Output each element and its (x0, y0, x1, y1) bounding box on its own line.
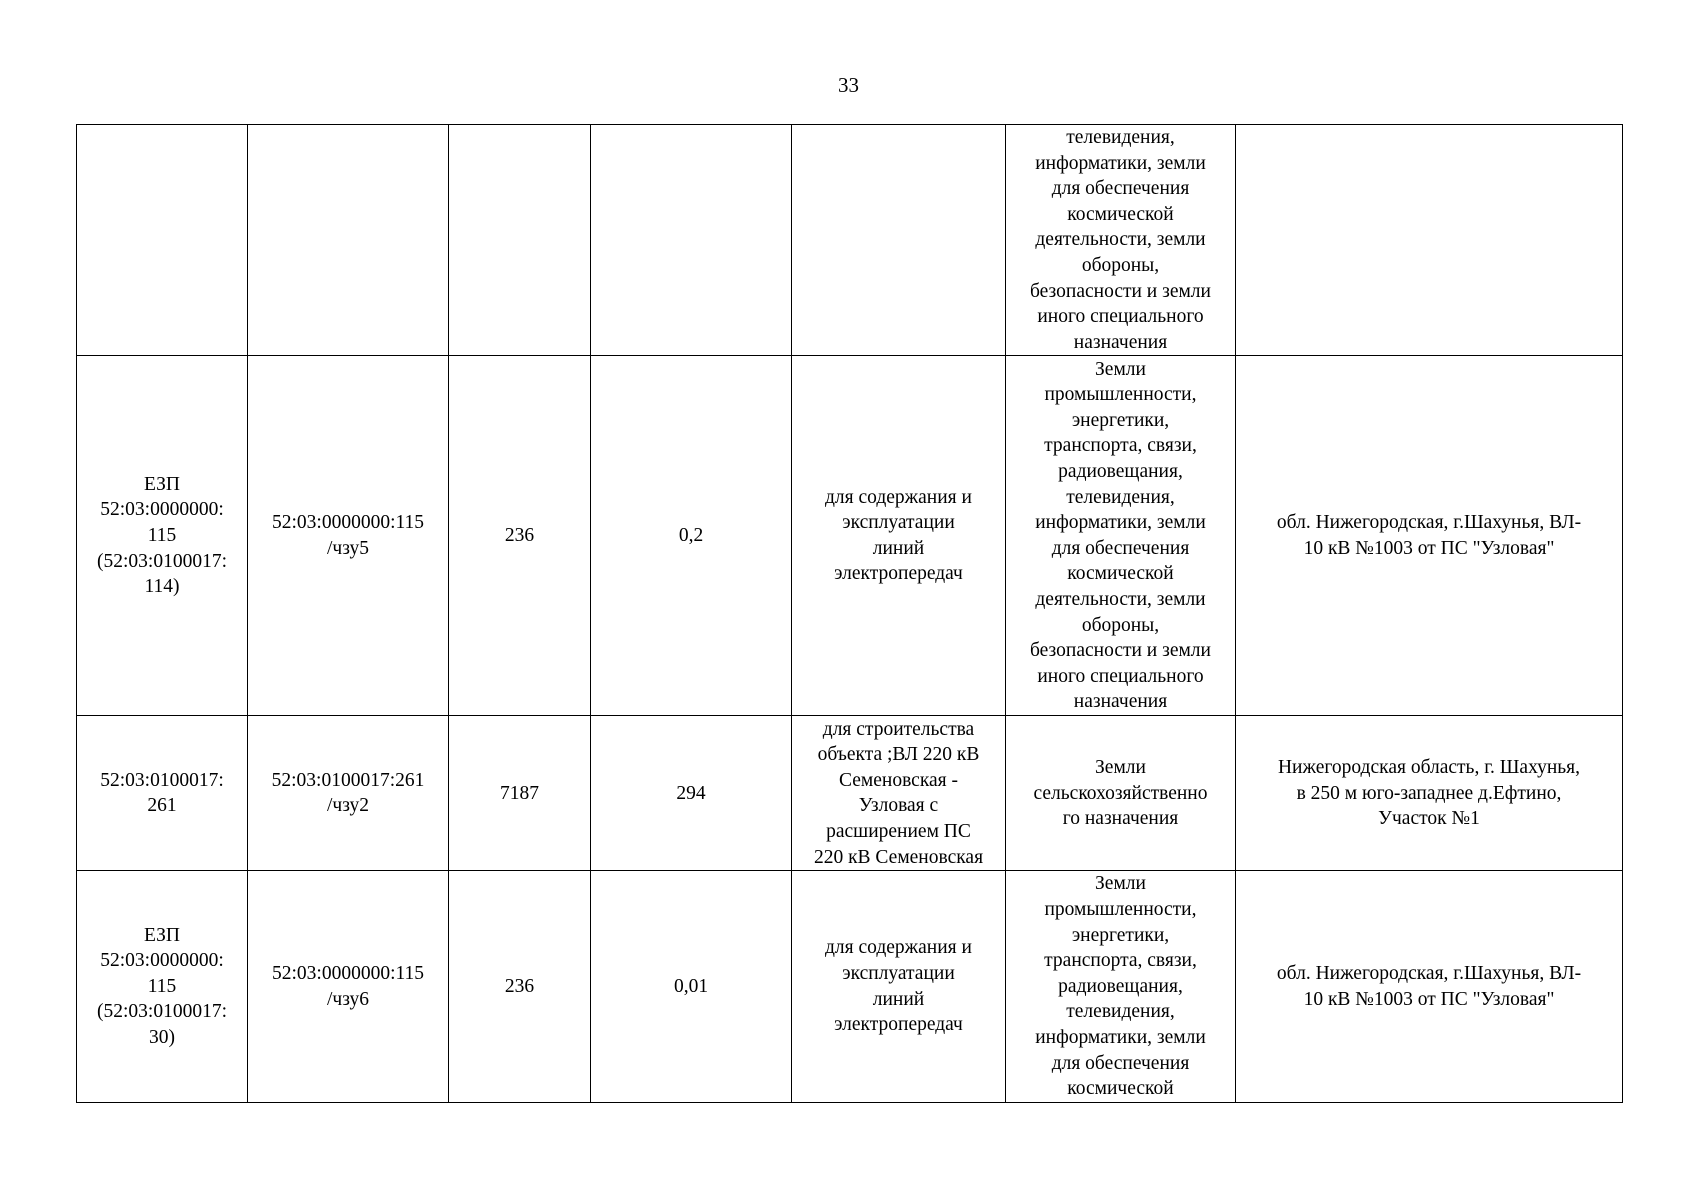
category-cell (1006, 356, 1236, 716)
area-total-text: 7187 (500, 782, 539, 804)
purpose-text: для содержания и эксплуатации линий электропередач (825, 486, 972, 585)
zone-cell (77, 356, 248, 716)
zone-cell (77, 125, 248, 356)
table-row (77, 871, 1623, 1102)
area-part-cell (591, 125, 792, 356)
area-part-text: 294 (676, 782, 706, 804)
category-text: Земли промышленности, энергетики, транспорта, связи, радиовещания, телевидения, информатики, земли для обеспечения космической (1035, 873, 1206, 1100)
category-text: Земли промышленности, энергетики, транспорта, связи, радиовещания, телевидения, информатики, земли для обеспечения космической деятельности, земли обороны, безопасности и земли иного специального назначения (1030, 358, 1211, 713)
zone-text: 52:03:0100017: 261 (100, 769, 224, 817)
area-part-cell (591, 716, 792, 871)
area-total-cell (449, 356, 591, 716)
land-plots-table (76, 124, 1623, 1103)
category-cell (1006, 125, 1236, 356)
part-number-text: 52:03:0000000:115 /чзу6 (271, 962, 425, 1010)
purpose-cell (792, 125, 1006, 356)
table-row (77, 356, 1623, 716)
part-number-text: 52:03:0000000:115 /чзу5 (271, 512, 425, 559)
purpose-text: для содержания и эксплуатации линий электропередач (825, 937, 972, 1036)
category-text: Земли сельскохозяйственно го назначения (1033, 756, 1208, 830)
table-row (77, 716, 1623, 871)
area-total-cell (449, 716, 591, 871)
purpose-cell (792, 871, 1006, 1102)
category-cell (1006, 871, 1236, 1102)
purpose-cell (792, 356, 1006, 716)
part-number-cell (248, 356, 449, 716)
address-text: обл. Нижегородская, г.Шахунья, ВЛ- 10 кВ №1003 от ПС "Узловая" (1276, 512, 1582, 559)
purpose-text: для строительства объекта ;ВЛ 220 кВ Семеновская - Узловая с расширением ПС 220 кВ Семеновская (813, 718, 984, 868)
zone-text: ЕЗП 52:03:0000000: 115 (52:03:0100017: 30) (97, 924, 227, 1048)
area-total-text: 236 (504, 525, 535, 547)
address-cell (1236, 716, 1623, 871)
purpose-cell (792, 716, 1006, 871)
address-text: Нижегородская область, г. Шахунья, в 250 м юго-западнее д.Ефтино, Участок №1 (1277, 756, 1581, 830)
area-part-text: 0,2 (678, 525, 704, 547)
part-number-cell (248, 716, 449, 871)
area-part-cell (591, 356, 792, 716)
area-total-cell (449, 871, 591, 1102)
part-number-cell (248, 871, 449, 1102)
address-cell (1236, 356, 1623, 716)
part-number-text: 52:03:0100017:261 /чзу2 (271, 769, 425, 817)
zone-cell (77, 716, 248, 871)
category-text: телевидения, информатики, земли для обеспечения космической деятельности, земли обороны, безопасности и земли иного специального назначения (1030, 127, 1211, 353)
part-number-cell (248, 125, 449, 356)
area-total-text: 236 (504, 975, 535, 997)
area-total-cell (449, 125, 591, 356)
area-part-text: 0,01 (673, 975, 709, 997)
address-cell (1236, 125, 1623, 356)
table-row (77, 125, 1623, 356)
category-cell (1006, 716, 1236, 871)
page-number: 33 (838, 73, 859, 97)
area-part-cell (591, 871, 792, 1102)
zone-text: ЕЗП 52:03:0000000: 115 (52:03:0100017: 114) (97, 473, 227, 598)
zone-cell (77, 871, 248, 1102)
address-cell (1236, 871, 1623, 1102)
address-text: обл. Нижегородская, г.Шахунья, ВЛ- 10 кВ №1003 от ПС "Узловая" (1276, 962, 1582, 1010)
